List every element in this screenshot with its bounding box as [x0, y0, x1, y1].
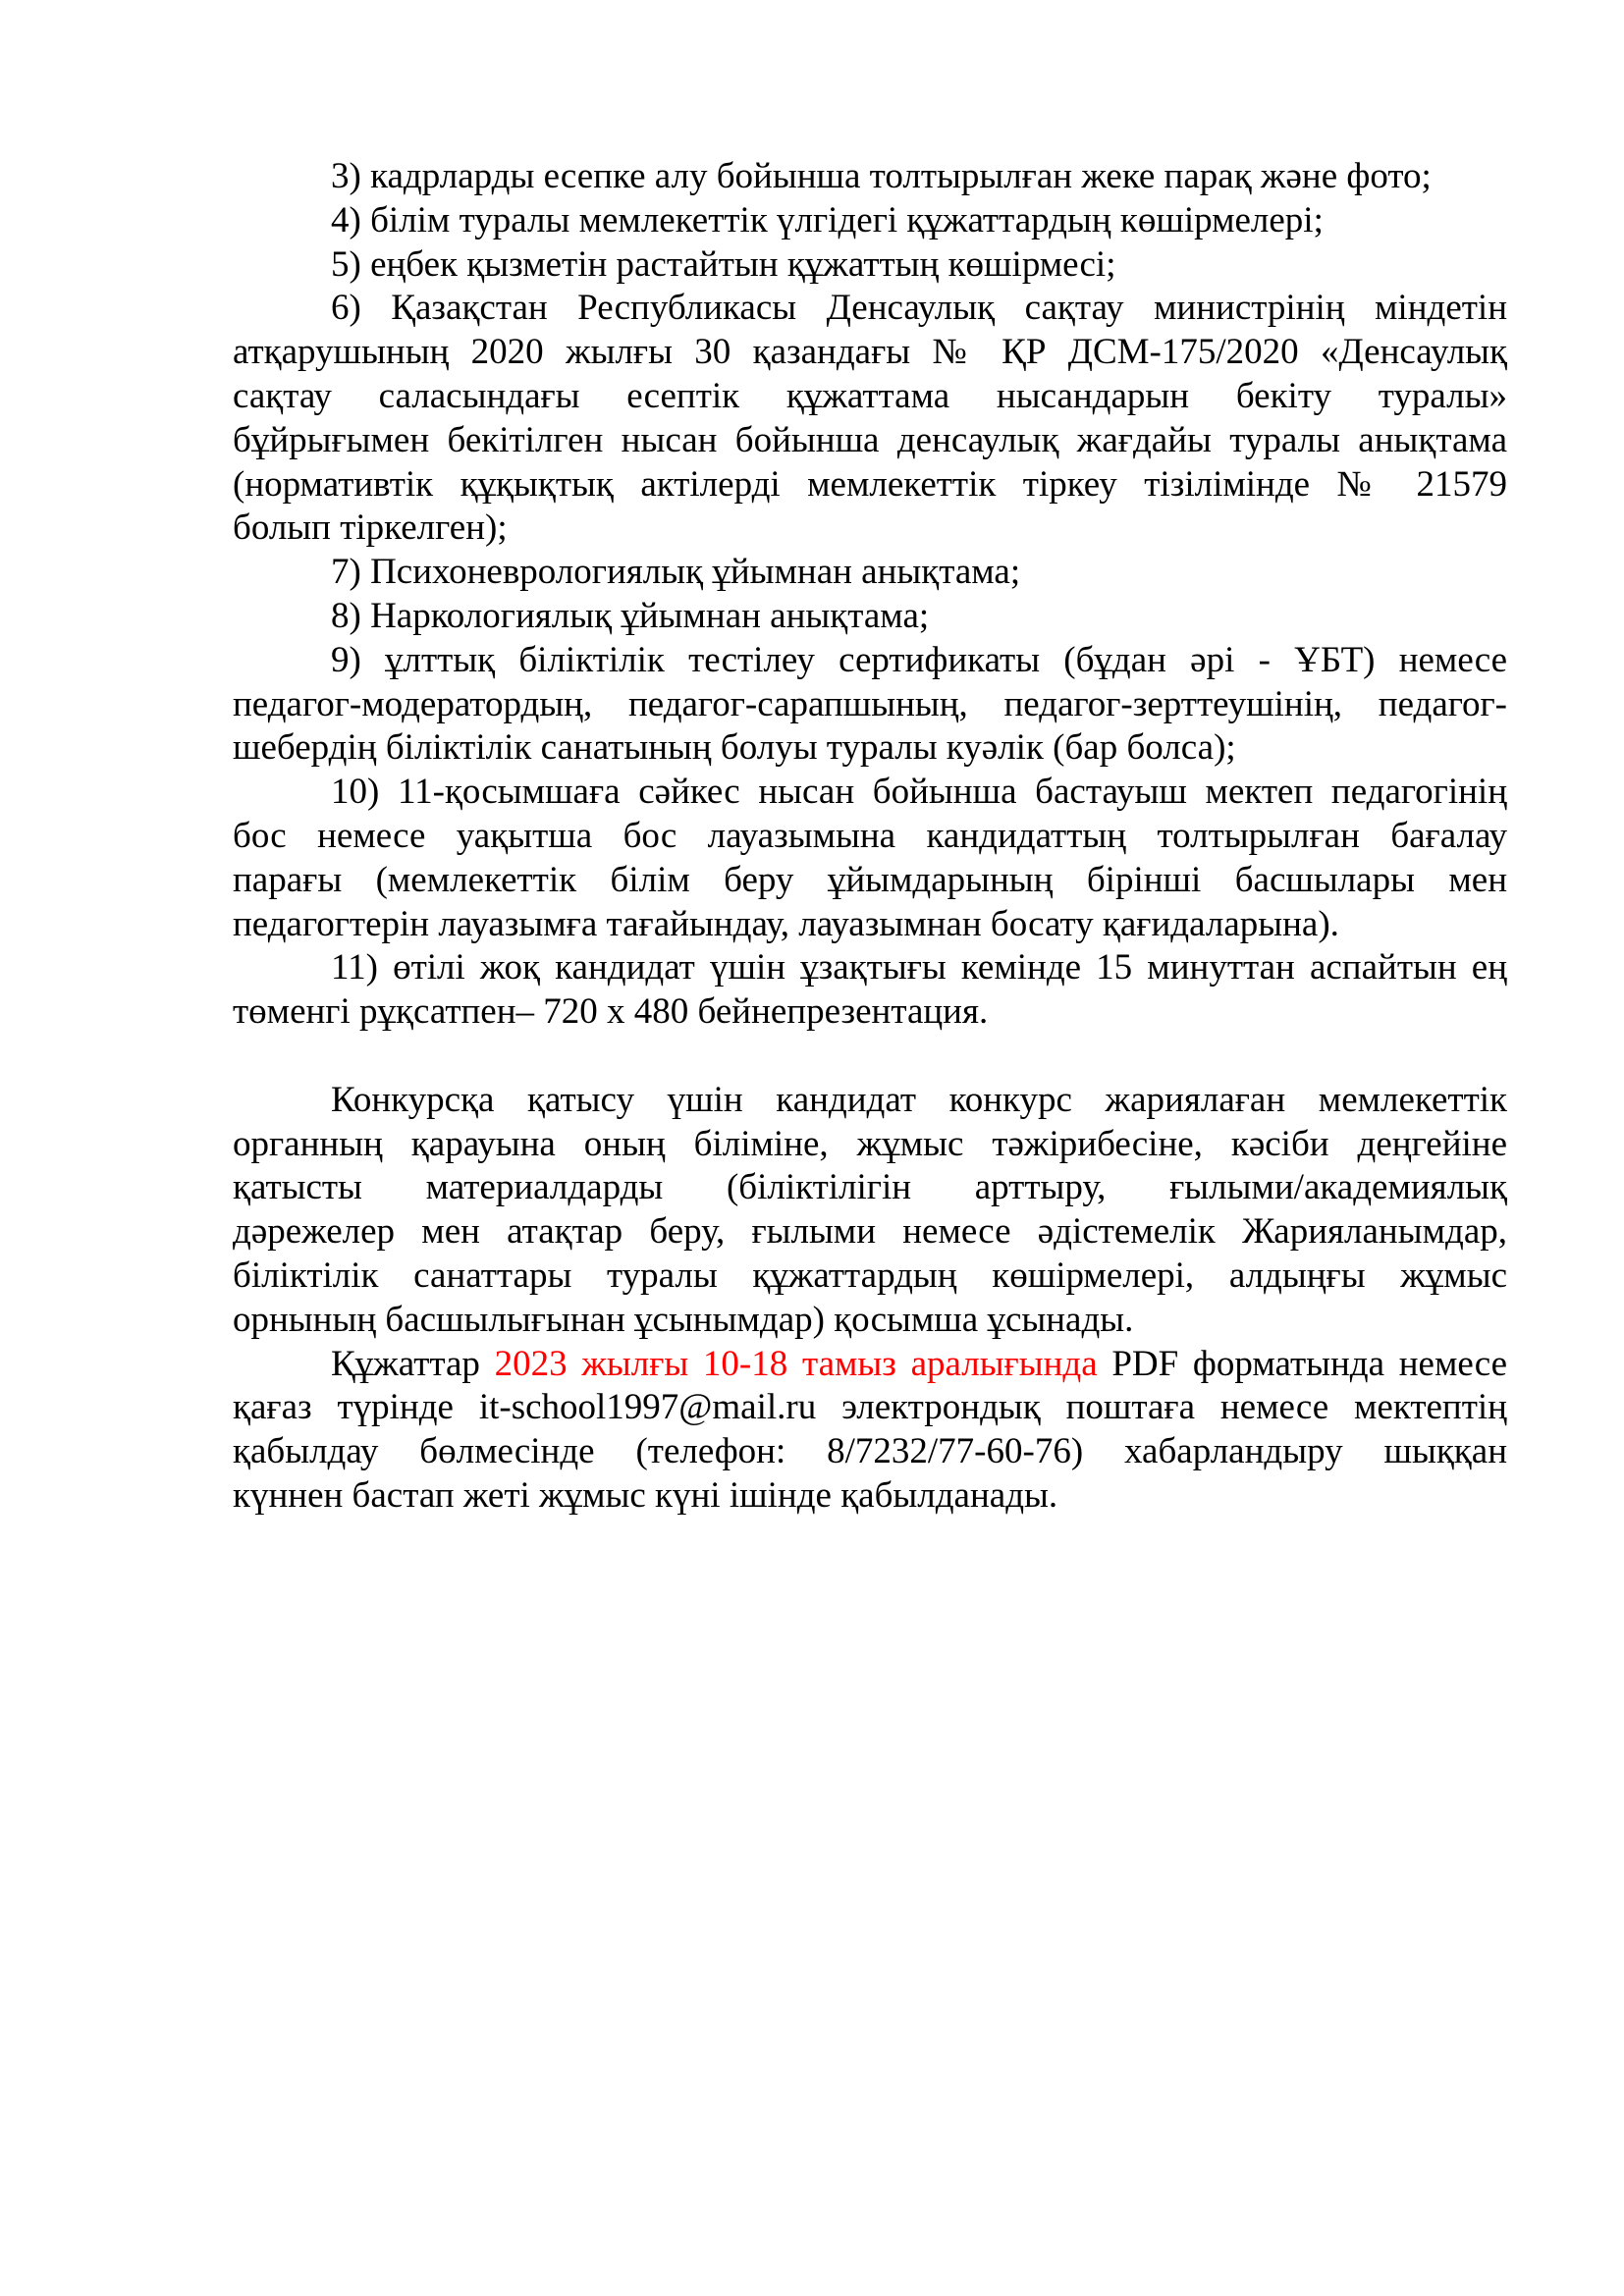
list-item-line: атқарушының 2020 жылғы 30 қазандағы № ҚР ДСМ-175/2020 «Денсаулық — [233, 332, 1507, 373]
list-item-line: төменгі рұқсатпен– 720 x 480 бейнепрезентация. — [233, 991, 989, 1033]
paragraph-line: қағаз түрінде it-school1997@mail.ru электрондық поштаға немесе мектептің — [233, 1387, 1507, 1428]
paragraph-line: қабылдау бөлмесінде (телефон: 8/7232/77-60-76) хабарландыру шыққан — [233, 1431, 1507, 1472]
paragraph-line: біліктілік санаттары туралы құжаттардың көшірмелері, алдыңғы жұмыс — [233, 1255, 1507, 1296]
paragraph-line: қатысты материалдарды (біліктілігін арттыру, ғылыми/академиялық — [233, 1167, 1507, 1208]
list-item-line: шебердің біліктілік санатының болуы туралы куәлік (бар болса); — [233, 727, 1236, 769]
submission-deadline-highlight: 2023 жылғы 10-18 тамыз аралығында — [494, 1343, 1098, 1384]
list-item-8 — [233, 595, 1507, 639]
paragraph-line — [233, 1343, 1507, 1387]
list-item-line: бос немесе уақытша бос лауазымына кандидаттың толтырылған бағалау — [233, 815, 1507, 856]
list-item-line: 6) Қазақстан Республикасы Денсаулық сақтау министрінің міндетін — [331, 288, 1507, 329]
paragraph-line: дәрежелер мен атақтар беру, ғылыми немесе әдістемелік Жарияланымдар, — [233, 1211, 1507, 1253]
list-item-3 — [233, 155, 1507, 199]
list-item-line: (нормативтік құқықтық актілерді мемлекеттік тіркеу тізілімінде № 21579 — [233, 463, 1507, 505]
paragraph-spacer — [233, 1035, 1507, 1079]
list-item-9 — [233, 639, 1507, 771]
list-item-5 — [233, 243, 1507, 288]
list-item-line: 4) білім туралы мемлекеттік үлгідегі құжаттардың көшірмелері; — [331, 199, 1324, 240]
list-item-10 — [233, 771, 1507, 946]
list-item-line: педагог-модератордың, педагог-сарапшының, педагог-зерттеушінің, педагог- — [233, 683, 1507, 724]
competition-paragraph — [233, 1079, 1507, 1343]
paragraph-line: Конкурсқа қатысу үшін кандидат конкурс жариялаған мемлекеттік — [331, 1079, 1507, 1120]
document-page — [233, 155, 1507, 1519]
list-item-line: 10) 11-қосымшаға сәйкес нысан бойынша бастауыш мектеп педагогінің — [331, 772, 1507, 813]
submission-paragraph — [233, 1343, 1507, 1519]
paragraph-line: органның қарауына оның біліміне, жұмыс тәжірибесіне, кәсіби деңгейіне — [233, 1123, 1507, 1164]
list-item-11 — [233, 946, 1507, 1035]
list-item-line: 9) ұлттық біліктілік тестілеу сертификаты (бұдан әрі - ҰБТ) немесе — [331, 639, 1507, 680]
list-item-4 — [233, 199, 1507, 243]
paragraph-line: күннен бастап жеті жұмыс күні ішінде қабылданады. — [233, 1474, 1058, 1516]
list-item-line: 3) кадрларды есепке алу бойынша толтырылған жеке парақ және фото; — [331, 156, 1432, 196]
list-item-line: бұйрығымен бекітілген нысан бойынша денсаулық жағдайы туралы анықтама — [233, 419, 1507, 460]
list-item-line: 8) Наркологиялық ұйымнан анықтама; — [331, 595, 930, 636]
list-item-line: 5) еңбек қызметін растайтын құжаттың көшірмесі; — [331, 243, 1116, 285]
submission-text-after: PDF форматында немесе — [1097, 1343, 1507, 1384]
list-item-line: педагогтерін лауазымға тағайындау, лауазымнан босату қағидаларына). — [233, 903, 1339, 944]
list-item-line: парағы (мемлекеттік білім беру ұйымдарының бірінші басшылары мен — [233, 859, 1507, 900]
list-item-7 — [233, 551, 1507, 595]
list-item-6 — [233, 287, 1507, 551]
list-item-line: сақтау саласындағы есептік құжаттама нысандарын бекіту туралы» — [233, 375, 1507, 416]
list-item-line: 11) өтілі жоқ кандидат үшін ұзақтығы кемінде 15 минуттан аспайтын ең — [331, 947, 1507, 988]
paragraph-line: орнының басшылығынан ұсынымдар) қосымша ұсынады. — [233, 1299, 1134, 1340]
submission-text-before: Құжаттар — [331, 1343, 495, 1384]
list-item-line: болып тіркелген); — [233, 507, 508, 549]
list-item-line: 7) Психоневрологиялық ұйымнан анықтама; — [331, 552, 1021, 593]
